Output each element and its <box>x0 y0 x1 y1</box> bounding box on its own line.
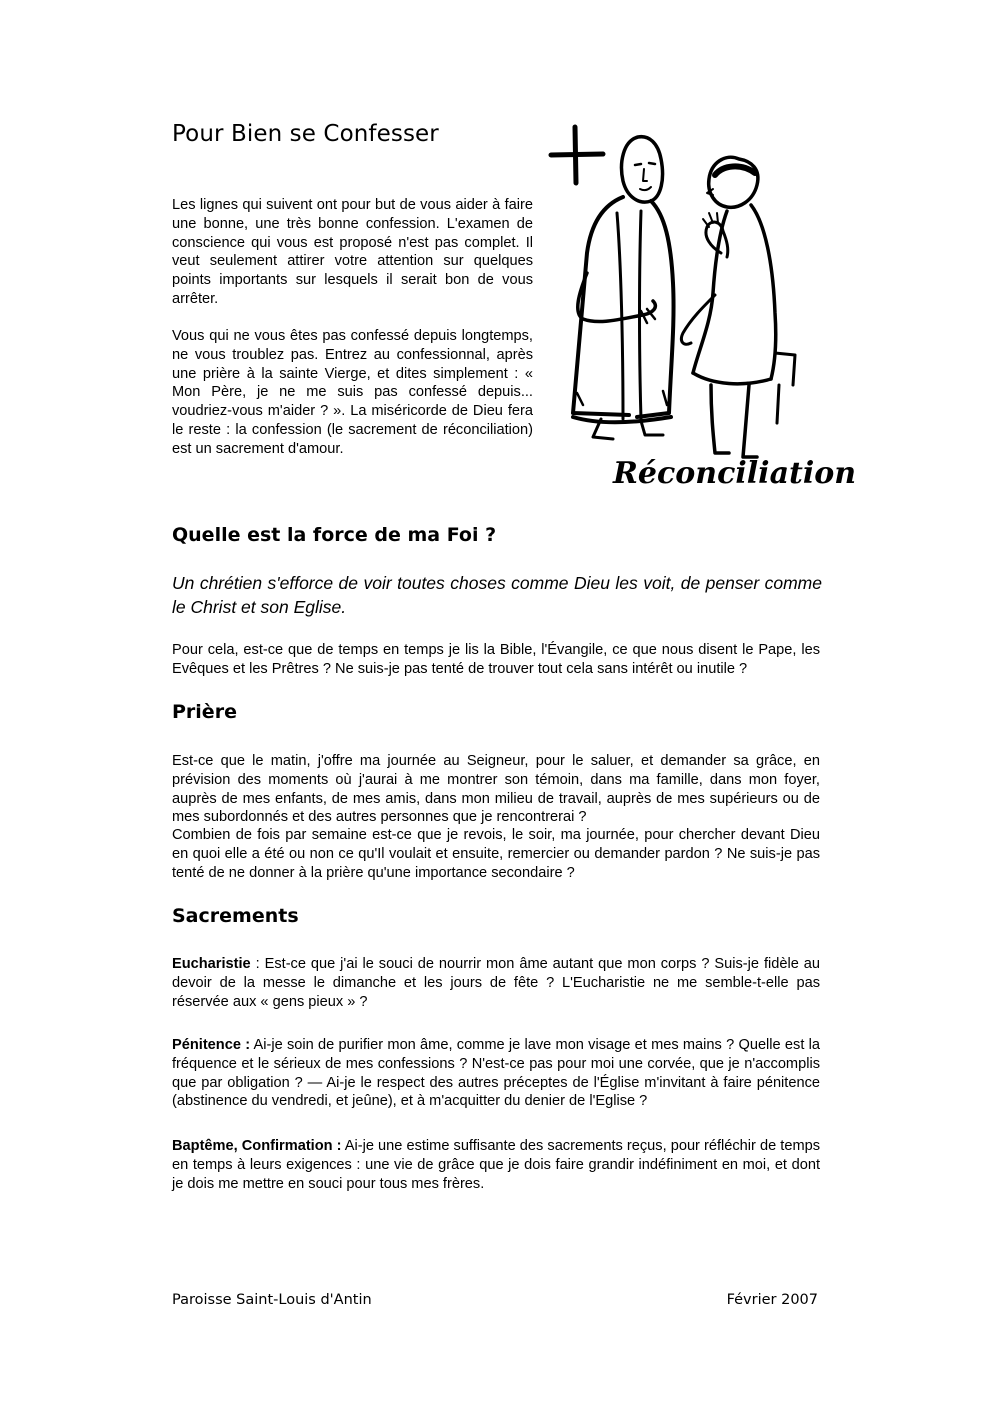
section-heading-foi: Quelle est la force de ma Foi ? <box>172 524 497 546</box>
section-foi-text: Pour cela, est-ce que de temps en temps je lis la Bible, l'Évangile, ce que nous disent le Pape, les Evêques et les Prêtres ? Ne suis-je pas tenté de trouver tout cela sans intérêt ou inutile ? <box>172 642 820 677</box>
section-priere-text-2: Combien de fois par semaine est-ce que je revois, le soir, ma journée, pour chercher devant Dieu en quoi elle a été ou non ce qu'Il voulait et ensuite, remercier ou demander pardon ? Ne suis-je pas tenté de ne donner à la prière qu'une importance secondaire ? <box>172 827 820 881</box>
illustration-caption: Réconciliation <box>613 456 857 491</box>
section-heading-priere: Prière <box>172 701 237 723</box>
sacrement-bapteme-text: Ai-je une estime suffisante des sacrements reçus, pour réfléchir de temps en temps à leurs exigences : une vie de grâce que je dois faire grandir indéfiniment en moi, et dont je dois me mettre en souci pour tous mes frères. <box>172 1138 821 1192</box>
sacrement-penitence-text: Ai-je soin de purifier mon âme, comme je lave mon visage et mes mains ? Quelle est la fréquence et le sérieux de mes confessions ? N'est-ce pas pour moi une corvée, que je n'accomplis que par obligation ? — Ai-je le respect des autres préceptes de l'Église m'invitant à faire pénitence (abstinence du vendredi, et jeûne), et à m'acquitter du denier de l'Eglise ? <box>172 1037 821 1110</box>
sacrement-bapteme <box>172 1137 820 1193</box>
footer-date: Février 2007 <box>726 1292 818 1308</box>
footer-parish: Paroisse Saint-Louis d'Antin <box>172 1292 372 1308</box>
page-title: Pour Bien se Confesser <box>172 121 439 147</box>
confession-illustration <box>543 123 857 503</box>
sacrement-penitence-label: Pénitence : <box>172 1037 251 1053</box>
section-heading-sacrements: Sacrements <box>172 905 299 927</box>
intro-paragraph-2: Vous qui ne vous êtes pas confessé depuis longtemps, ne vous troublez pas. Entrez au confessionnal, après une prière à la sainte Vierge, et dites simplement : « Mon Père, je ne me suis pas confessé depuis... voudriez-vous m'aider ? ». La miséricorde de Dieu fera le reste : la confession (le sacrement de réconciliation) est un sacrement d'amour. <box>172 328 533 457</box>
sacrement-penitence <box>172 1036 820 1111</box>
sacrement-bapteme-label: Baptême, Confirmation : <box>172 1138 342 1154</box>
cross-icon <box>551 127 603 183</box>
sacrement-eucharistie: Eucharistie : Est-ce que j'ai le souci de nourrir mon âme autant que mon corps ? Suis-je fidèle au devoir de la messe le dimanche et les jours de fête ? L'Eucharistie ne me semble-t-elle pas réservée aux « gens pieux » ? <box>172 956 820 1010</box>
section-foi-lead: Un chrétien s'efforce de voir toutes choses comme Dieu les voit, de penser comme le Christ et son Eglise. <box>172 573 822 617</box>
sacrement-eucharistie-label: Eucharistie <box>172 956 251 972</box>
section-priere-text-1: Est-ce que le matin, j'offre ma journée au Seigneur, pour le saluer, et demander sa grâce, en prévision des moments où j'aurai à me montrer son témoin, dans ma famille, dans mon foyer, auprès de mes enfants, de mes amis, dans mon milieu de travail, auprès de mes supérieurs ou de mes subordonnés et des autres personnes que je rencontrerai ? <box>172 753 820 826</box>
intro-paragraph-1: Les lignes qui suivent ont pour but de vous aider à faire une bonne, une très bonne confession. L'examen de conscience qui vous est proposé n'est pas complet. Il veut seulement attirer votre attention sur quelques points importants sur lesquels il serait bon de vous arrêter. <box>172 197 533 307</box>
sacrement-eucharistie-text: Est-ce que j'ai le souci de nourrir mon âme autant que mon corps ? Suis-je fidèle au devoir de la messe le dimanche et les jours de fête ? L'Eucharistie ne me semble-t-elle pas réservée aux « gens pieux » ? <box>172 956 820 1010</box>
